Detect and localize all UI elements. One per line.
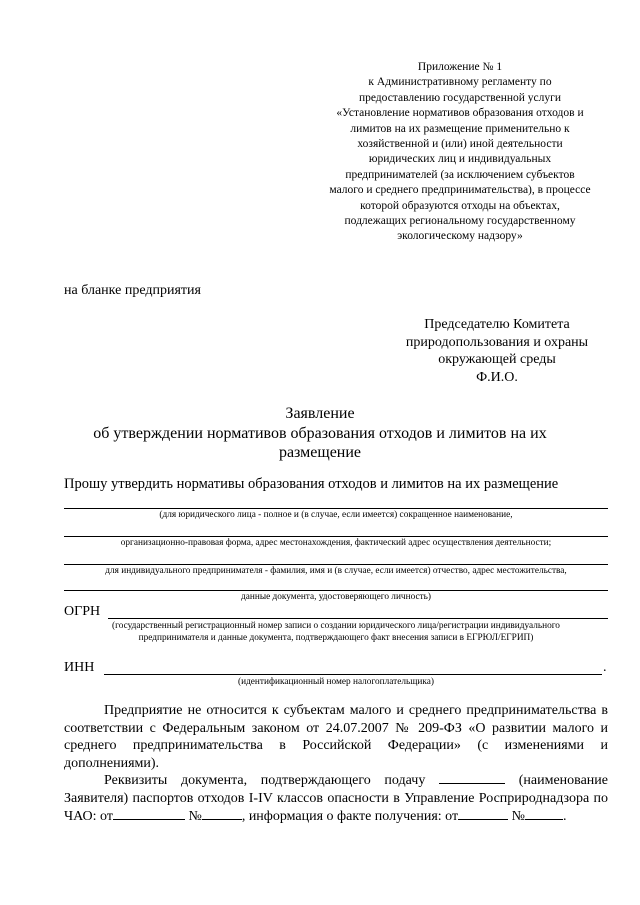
p2-text-6: . xyxy=(562,809,567,824)
addressee-line: природопользования и охраны xyxy=(405,334,589,350)
inn-period: . xyxy=(603,660,607,675)
inn-input-line[interactable] xyxy=(104,674,602,675)
appendix-line: предоставлению государственной услуги xyxy=(358,91,562,104)
letterhead-note: на бланке предприятия xyxy=(64,283,201,298)
receipt-number-blank[interactable] xyxy=(525,807,563,820)
paragraph-waste-passports xyxy=(64,771,608,826)
identity-document-line[interactable] xyxy=(64,590,608,591)
appendix-line: подлежащих региональному государственному xyxy=(344,215,576,228)
title-line: размещение xyxy=(278,444,362,461)
appendix-line: малого и среднего предпринимательства), в процессе xyxy=(329,184,591,197)
appendix-line: юридических лиц и индивидуальных xyxy=(368,153,552,166)
caption-inn: (идентификационный номер налогоплательщика) xyxy=(238,677,434,687)
caption-ogrn-2: предпринимателя и данные документа, подтверждающего факт внесения записи в ЕГРЮЛ/ЕГРИП) xyxy=(138,633,534,643)
appendix-line: хозяйственной и (или) иной деятельности xyxy=(357,138,563,151)
addressee-block xyxy=(370,316,624,386)
caption-legal-entity-name: (для юридического лица - полное и (в случае, если имеется) сокращенное наименование, xyxy=(159,510,513,520)
appendix-line: «Установление нормативов образования отходов и xyxy=(336,107,584,120)
passport-date-blank[interactable] xyxy=(113,807,185,820)
p2-text-3: № xyxy=(188,809,202,824)
caption-ogrn-1: (государственный регистрационный номер записи о создании юридического лица/регистрации индивидуального xyxy=(112,621,560,631)
receipt-date-blank[interactable] xyxy=(458,807,508,820)
paragraph-sme-status: Предприятие не относится к субъектам малого и среднего предпринимательства в соответствии с Федеральным законом от 24.07.2007 № 209-ФЗ «О развитии малого и среднего предпринимательства в Российской Федерации» (с изменениями и дополнениями). xyxy=(64,703,608,771)
addressee-line: Ф.И.О. xyxy=(476,369,518,385)
passport-number-blank[interactable] xyxy=(202,807,242,820)
title-line: Заявление xyxy=(285,405,355,422)
caption-identity-document: данные документа, удостоверяющего личность) xyxy=(241,592,431,602)
appendix-line: к Административному регламенту по xyxy=(368,76,552,89)
ogrn-label: ОГРН xyxy=(64,604,101,619)
p2-text-2: (наименование Заявителя) паспортов отходов I-IV классов опасности в Управление Росприроднадзора по ЧАО: от xyxy=(64,773,608,824)
inn-label: ИНН xyxy=(64,660,95,675)
applicant-submission-blank[interactable] xyxy=(439,771,505,784)
appendix-line: лимитов на их размещение применительно к xyxy=(350,122,570,135)
appendix-line: экологическому надзору» xyxy=(397,230,523,243)
title-line: об утверждении нормативов образования отходов и лимитов на их xyxy=(93,424,547,442)
p2-text-5: № xyxy=(511,809,525,824)
entrepreneur-name-line[interactable] xyxy=(64,564,608,565)
appendix-line: которой образуются отходы на объектах, xyxy=(360,199,560,212)
appendix-line: Приложение № 1 xyxy=(417,61,503,73)
addressee-line: окружающей среды xyxy=(438,352,556,367)
caption-legal-form-address: организационно-правовая форма, адрес местонахождения, фактический адрес осуществления деятельности; xyxy=(120,538,552,548)
ogrn-input-line[interactable] xyxy=(108,618,608,619)
applicant-name-line[interactable] xyxy=(64,508,608,509)
p2-text-4: , информация о факте получения: от xyxy=(241,809,459,824)
applicant-address-line[interactable] xyxy=(64,536,608,537)
appendix-header xyxy=(300,60,620,245)
document-title xyxy=(60,404,580,463)
p2-text-1: Реквизиты документа, подтверждающего подачу xyxy=(104,773,426,788)
caption-entrepreneur: для индивидуального предпринимателя - фамилия, имя и (в случае, если имеется) отчество, адрес местожительства, xyxy=(105,566,567,576)
appendix-line: предпринимателей (за исключением субъектов xyxy=(345,168,575,181)
request-text: Прошу утвердить нормативы образования отходов и лимитов на их размещение xyxy=(64,476,559,492)
addressee-line: Председателю Комитета xyxy=(424,317,570,332)
